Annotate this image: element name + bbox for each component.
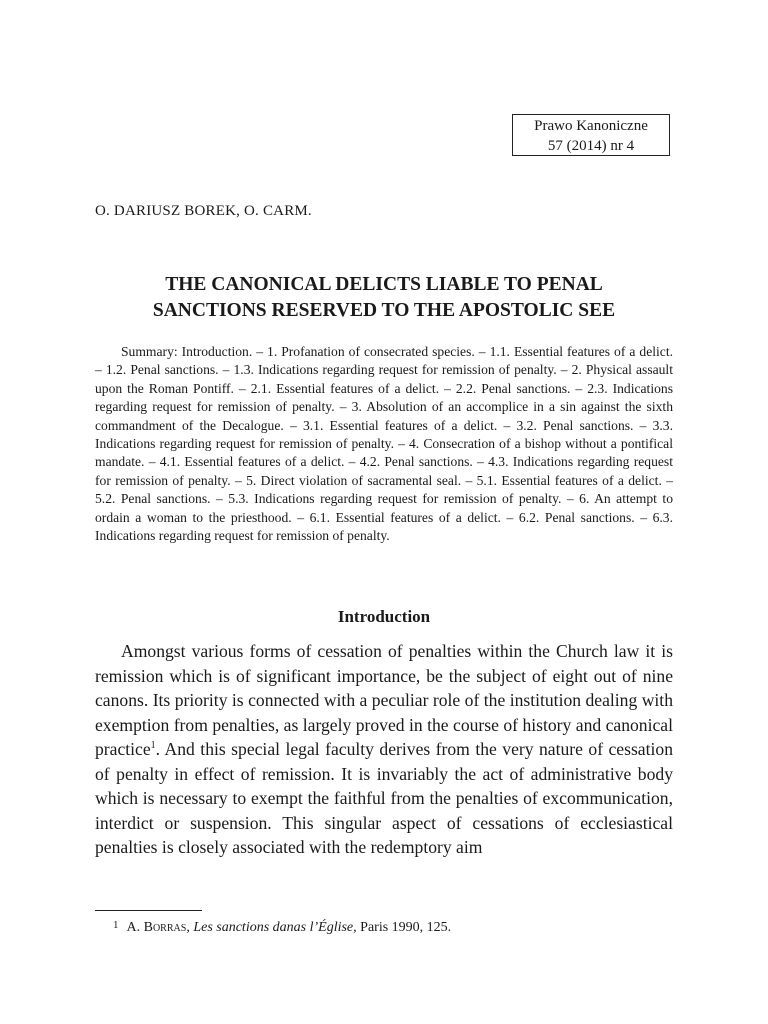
article-summary: Summary: Introduction. – 1. Profanation of consecrated species. – 1.1. Essential features of a delict. – 1.2. Penal sanctions. – 1.3. Indications regarding request for remission of penalty. – 2. Physical assault upon the Roman Pontiff. – 2.1. Essential features of a delict. – 2.2. Penal sanctions. – 2.3. Indications regarding request for remission of penalty. – 3. Absolution of an accomplice in a sin against the sixth commandment of the Decalogue. – 3.1. Essential features of a delict. – 3.2. Penal sanctions. – 3.3. Indications regarding request for remission of penalty. – 4. Consecration of a bishop without a pontifical mandate. – 4.1. Essential features of a delict. – 4.2. Penal sanctions. – 4.3. Indications regarding request for remission of penalty. – 5. Direct violation of sacramental seal. – 5.1. Essential features of a delict. – 5.2. Penal sanctions. – 5.3. Indications regarding request for remission of penalty. – 6. An attempt to ordain a woman to the priesthood. – 6.1. Essential features of a delict. – 6.2. Penal sanctions. – 6.3. Indications regarding request for remission of penalty. [95,344,673,544]
body-text-part-2: . And this special legal faculty derives from the very nature of cessation of penalty in effect of remission. It is invariably the act of administrative body which is necessary to exempt the faithful from the penalties of excommunication, interdict or suspension. This singular aspect of cessations of ecclesiastical penalties is closely associated with the redemptory aim [95,739,673,857]
footnote-publication: , Paris 1990, 125. [353,920,452,935]
title-line-2: SANCTIONS RESERVED TO THE APOSTOLIC SEE [152,300,616,321]
footnote-author-initial: A. [126,920,141,935]
footnote-number: 1 [113,919,119,931]
article-author: O. DARIUSZ BOREK, O. CARM. [95,203,312,219]
body-text-part-1: Amongst various forms of cessation of penalties within the Church law it is remission which is of significant importance, be the subject of eight out of nine canons. Its priority is connected with a peculiar role of the institution dealing with exemption from penalties, as largely proved in the course of history and canonical practice [95,641,673,759]
footnote-separator [95,910,202,911]
footnote-author-surname: Borras [143,920,187,935]
footnote-work-title: Les sanctions danas l’Église [193,920,354,935]
journal-issue: 57 (2014) nr 4 [547,138,635,154]
section-heading: Introduction [337,607,431,626]
footnote: $^1$ A. Borras, Les sanctions danas l’Église, Paris 1990, 125. [113,919,452,935]
body-paragraph [95,639,673,860]
footnote-reference: 1 [150,740,156,752]
title-line-1: THE CANONICAL DELICTS LIABLE TO PENAL [165,274,603,295]
journal-reference-box [512,114,670,156]
article-title [95,272,673,324]
journal-name: Prawo Kanoniczne [534,118,648,134]
